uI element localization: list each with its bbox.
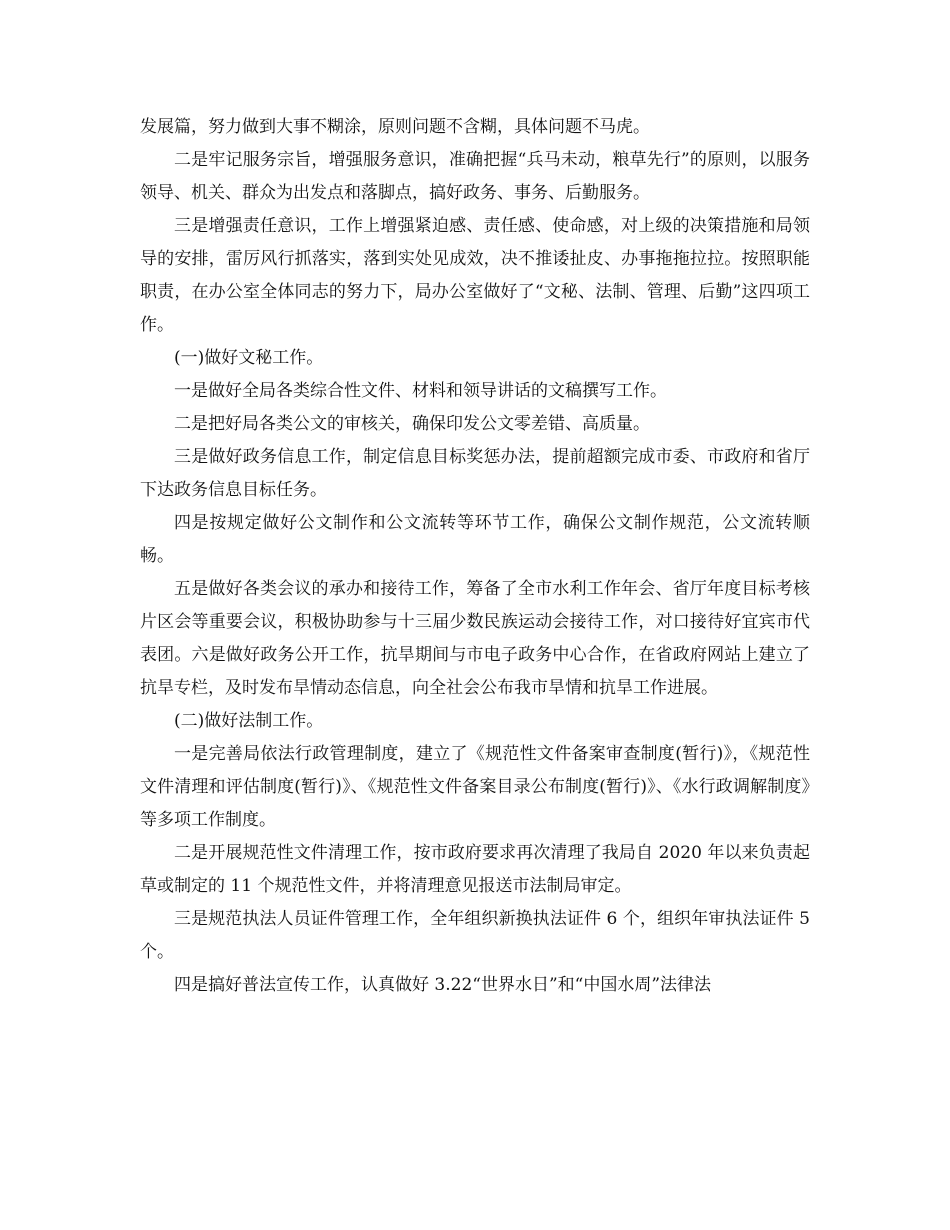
paragraph-secretarial-2: 二是把好局各类公文的审核关，确保印发公文零差错、高质量。 (174, 414, 650, 434)
section-heading-legal: (二)做好法制工作。 (174, 711, 324, 731)
section-heading-secretarial: (一)做好文秘工作。 (174, 348, 324, 368)
paragraph-secretarial-4: 四是按规定做好公文制作和公文流转等环节工作，确保公文制作规范，公文流转顺畅。 (140, 513, 810, 566)
paragraph-secretarial-5: 五是做好各类会议的承办和接待工作，筹备了全市水利工作年会、省厅年度目标考核片区会等重要会议，积极协助参与十三届少数民族运动会接待工作，对口接待好宜宾市代表团。六是做好政务公开工作，抗旱期间与市电子政务中心合作，在省政府网站上建立了抗旱专栏，及时发布旱情动态信息，向全社会公布我市旱情和抗旱工作进展。 (140, 579, 810, 698)
paragraph-legal-3: 三是规范执法人员证件管理工作，全年组织新换执法证件 6 个，组织年审执法证件 5 个。 (140, 909, 810, 962)
paragraph-continuation: 发展篇，努力做到大事不糊涂，原则问题不含糊，具体问题不马虎。 (140, 117, 650, 137)
paragraph-service-purpose: 二是牢记服务宗旨，增强服务意识，准确把握“兵马未动，粮草先行”的原则，以服务领导、机关、群众为出发点和落脚点，搞好政务、事务、后勤服务。 (140, 150, 810, 203)
paragraph-responsibility: 三是增强责任意识，工作上增强紧迫感、责任感、使命感，对上级的决策措施和局领导的安排，雷厉风行抓落实，落到实处见成效，决不推诿扯皮、办事拖拖拉拉。按照职能职责，在办公室全体同志的努力下，局办公室做好了“文秘、法制、管理、后勤”这四项工作。 (140, 216, 810, 335)
paragraph-legal-1: 一是完善局依法行政管理制度，建立了《规范性文件备案审查制度(暂行)》，《规范性文件清理和评估制度(暂行)》、《规范性文件备案目录公布制度(暂行)》、《水行政调解制度》等多项工作制度。 (140, 744, 810, 830)
paragraph-legal-4: 四是搞好普法宣传工作，认真做好 3.22“世界水日”和“中国水周”法律法 (174, 975, 712, 995)
paragraph-secretarial-1: 一是做好全局各类综合性文件、材料和领导讲话的文稿撰写工作。 (174, 381, 667, 401)
paragraph-legal-2: 二是开展规范性文件清理工作，按市政府要求再次清理了我局自 2020 年以来负责起草或制定的 11 个规范性文件，并将清理意见报送市法制局审定。 (140, 843, 810, 896)
paragraph-secretarial-3: 三是做好政务信息工作，制定信息目标奖惩办法，提前超额完成市委、市政府和省厅下达政务信息目标任务。 (140, 447, 810, 500)
